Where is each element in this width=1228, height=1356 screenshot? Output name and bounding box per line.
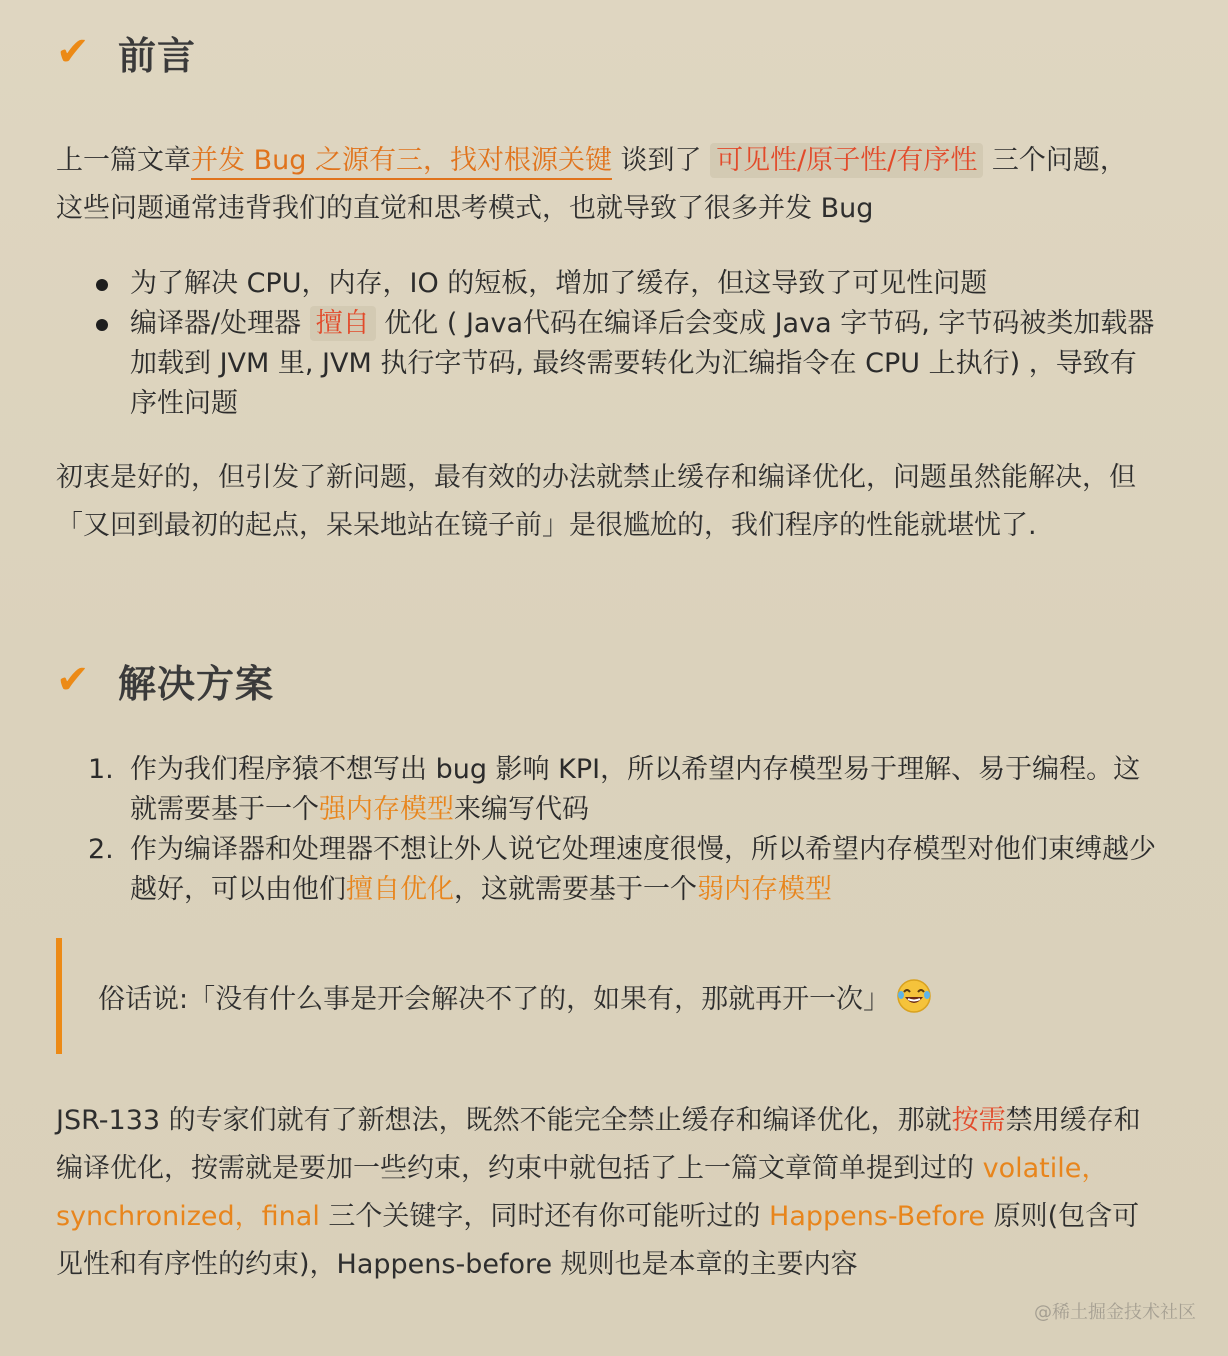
list-item [56,304,1156,424]
final-text-2: 禁用缓存和编译优化，按需就是要加一些约束，约束中就包括了上一篇文章简单提到过的 [56,1105,1141,1184]
numbered-text-1-pre: 作为我们程序猿不想写出 bug 影响 KPI，所以希望内存模型易于理解、易于编程。这就需要基于一个 [130,754,1141,825]
proverb-blockquote [56,938,1056,1054]
check-mark-icon: ✔ [56,29,90,75]
motivation-paragraph: 初衷是好的，但引发了新问题，最有效的办法就禁止缓存和编译优化，问题虽然能解决，但「又回到最初的起点，呆呆地站在镜子前」是很尴尬的，我们程序的性能就堪忧了. [56,462,1136,541]
previous-article-link[interactable]: 并发 Bug 之源有三，找对根源关键 [191,145,612,180]
bullet-dot-icon [96,319,108,331]
bullet-text-compiler-post: 优化 ( Java代码在编译后会变成 Java 字节码, 字节码被类加载器加载到 JVM 里, JVM 执行字节码, 最终需要转化为汇编指令在 CPU 上执行) ，导致有序性问题 [130,308,1155,419]
bullet-text-compiler-pre: 编译器/处理器 [130,308,310,339]
preface-heading [56,22,196,82]
problem-bullet-list [56,264,1156,424]
quote-text: 俗话说:「没有什么事是开会解决不了的，如果有，那就再开一次」 [98,983,891,1015]
intro-paragraph [56,137,1146,233]
self-optimize-highlight: 擅自优化 [346,874,454,905]
watermark: @稀土掘金技术社区 [1034,1302,1196,1323]
keywords-highlight: volatile，synchronized，final [56,1153,1109,1232]
on-demand-highlight: 按需 [951,1105,1006,1136]
list-item [56,830,1156,910]
intro-text-2: 谈到了 [611,145,711,176]
intro-text-3: 三个问题，这些问题通常违背我们的直觉和思考模式，也就导致了很多并发 Bug [56,145,1127,224]
numbered-text-2-mid: ，这就需要基于一个 [454,874,697,905]
list-number: 2. [88,834,114,865]
list-item [56,264,1156,304]
bullet-dot-icon [96,279,108,291]
jsr133-paragraph [56,1097,1146,1289]
solution-numbered-list [56,750,1156,910]
preface-title: 前言 [118,33,197,78]
weak-memory-model-highlight: 弱内存模型 [697,874,832,905]
strong-memory-model-highlight: 强内存模型 [319,794,454,825]
solution-heading [56,650,274,710]
unauthorized-highlight: 擅自 [310,306,376,341]
properties-highlight: 可见性/原子性/有序性 [710,143,983,178]
solution-title: 解决方案 [118,661,275,706]
list-number: 1. [88,754,114,785]
intro-text-1: 上一篇文章 [56,145,191,176]
final-text-4: 原则(包含可见性和有序性的约束)，Happens-before 规则也是本章的主要内容 [56,1201,1140,1280]
final-text-3: 三个关键字，同时还有你可能听过的 [319,1201,770,1232]
list-item [56,750,1156,830]
numbered-text-1-post: 来编写代码 [454,794,589,825]
laughing-tears-emoji-icon [896,978,932,1014]
final-text-1: JSR-133 的专家们就有了新想法，既然不能完全禁止缓存和编译优化，那就 [56,1105,952,1136]
bullet-text-cache: 为了解决 CPU，内存，IO 的短板，增加了缓存，但这导致了可见性问题 [130,268,988,299]
happens-before-highlight: Happens-Before [769,1201,985,1232]
numbered-text-2-pre: 作为编译器和处理器不想让外人说它处理速度很慢，所以希望内存模型对他们束缚越少越好，可以由他们 [130,834,1156,905]
check-mark-icon: ✔ [56,657,90,703]
